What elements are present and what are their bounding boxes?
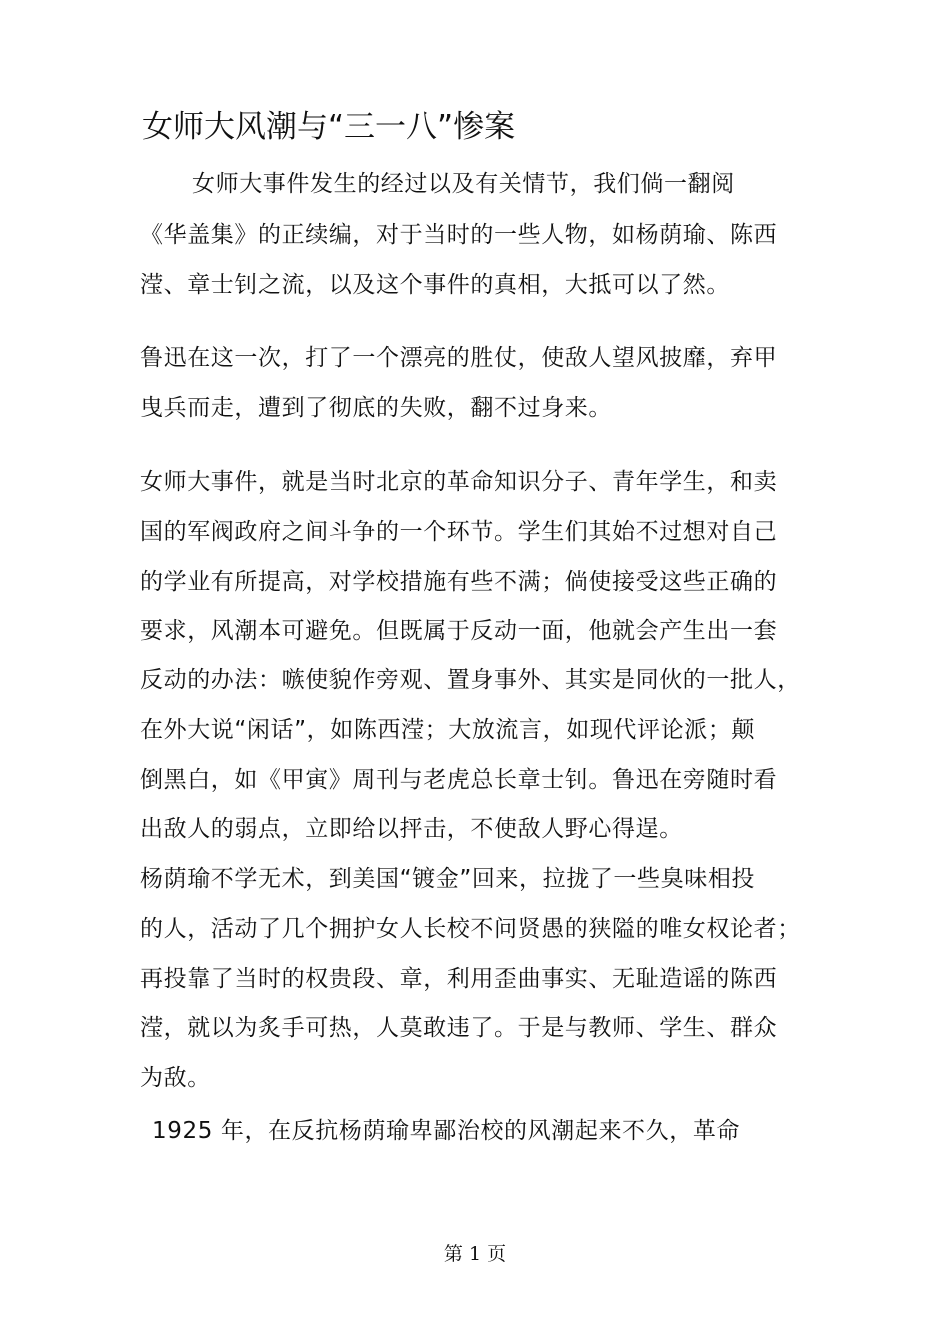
paragraph-line: 曳兵而走，遭到了彻底的失败，翻不过身来。 xyxy=(140,395,612,421)
paragraph-line: 滢、章士钊之流，以及这个事件的真相，大抵可以了然。 xyxy=(140,272,730,298)
paragraph-line: 女师大事件，就是当时北京的革命知识分子、青年学生，和卖 xyxy=(140,469,778,495)
paragraph-line: 《华盖集》的正续编，对于当时的一些人物，如杨荫瑜、陈西 xyxy=(140,222,778,248)
paragraph-line: 滢，就以为炙手可热，人莫敢违了。于是与教师、学生、群众 xyxy=(140,1015,778,1041)
paragraph-line: 1925 年，在反抗杨荫瑜卑鄙治校的风潮起来不久，革命 xyxy=(152,1118,741,1144)
paragraph-line: 女师大事件发生的经过以及有关情节，我们倘一翻阅 xyxy=(192,171,735,197)
paragraph-line: 反动的办法：嗾使貌作旁观、置身事外、其实是同伙的一批人， xyxy=(140,667,801,693)
paragraph-line: 出敌人的弱点，立即给以抨击，不使敌人野心得逞。 xyxy=(140,816,683,842)
paragraph-line: 再投靠了当时的权贵段、章，利用歪曲事实、无耻造谣的陈西 xyxy=(140,966,778,992)
paragraph-line: 在外大说“闲话”，如陈西滢；大放流言，如现代评论派；颠 xyxy=(140,717,756,743)
paragraph-line: 要求，风潮本可避免。但既属于反动一面，他就会产生出一套 xyxy=(140,618,778,644)
paragraph-line: 的人，活动了几个拥护女人长校不问贤愚的狭隘的唯女权论者； xyxy=(140,916,801,942)
paragraph-line: 杨荫瑜不学无术，到美国“镀金”回来，拉拢了一些臭味相投 xyxy=(140,866,756,892)
paragraph-line: 的学业有所提高，对学校措施有些不满；倘使接受这些正确的 xyxy=(140,569,778,595)
paragraph-line: 倒黑白，如《甲寅》周刊与老虎总长章士钊。鲁迅在旁随时看 xyxy=(140,767,778,793)
paragraph-line: 国的军阀政府之间斗争的一个环节。学生们其始不过想对自己 xyxy=(140,519,778,545)
page-number: 第 1 页 xyxy=(443,1243,507,1265)
paragraph-line: 为敌。 xyxy=(140,1065,211,1091)
document-title: 女师大风潮与“三一八”惨案 xyxy=(142,109,516,145)
paragraph-line: 鲁迅在这一次，打了一个漂亮的胜仗，使敌人望风披靡，弃甲 xyxy=(140,345,778,371)
